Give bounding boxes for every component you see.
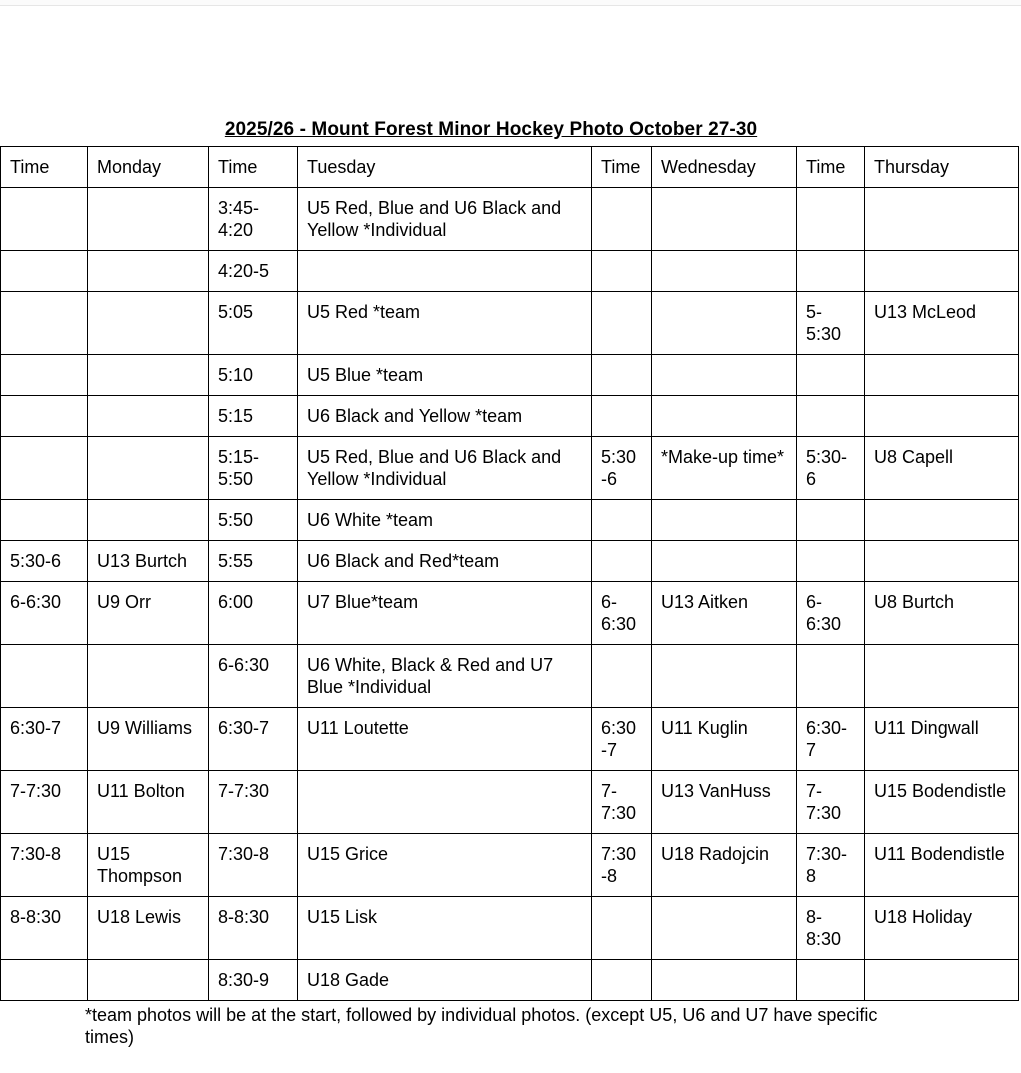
- cell-wednesday: [652, 251, 797, 292]
- cell-wednesday: [652, 897, 797, 960]
- table-row: [1, 897, 1019, 960]
- cell-tuesday-time: 3:45- 4:20: [209, 188, 298, 251]
- cell-tuesday-time: 4:20-5: [209, 251, 298, 292]
- table-row: [1, 645, 1019, 708]
- cell-thursday: U11 Dingwall: [865, 708, 1019, 771]
- cell-tuesday: U15 Grice: [298, 834, 592, 897]
- cell-thursday-time: [797, 541, 865, 582]
- header-time-thursday: Time: [797, 147, 865, 188]
- cell-tuesday: U5 Red, Blue and U6 Black and Yellow *Individual: [298, 437, 592, 500]
- table-row: [1, 188, 1019, 251]
- cell-monday-time: [1, 500, 88, 541]
- cell-thursday: U8 Capell: [865, 437, 1019, 500]
- cell-wednesday-time: [592, 188, 652, 251]
- cell-tuesday-time: 5:05: [209, 292, 298, 355]
- table-row: [1, 500, 1019, 541]
- cell-thursday-time: [797, 251, 865, 292]
- cell-wednesday: U18 Radojcin: [652, 834, 797, 897]
- cell-tuesday: U5 Blue *team: [298, 355, 592, 396]
- cell-monday: [88, 292, 209, 355]
- cell-monday-time: [1, 396, 88, 437]
- cell-thursday-time: 8- 8:30: [797, 897, 865, 960]
- cell-thursday: U8 Burtch: [865, 582, 1019, 645]
- cell-thursday-time: 5- 5:30: [797, 292, 865, 355]
- cell-wednesday: U11 Kuglin: [652, 708, 797, 771]
- cell-thursday-time: 7- 7:30: [797, 771, 865, 834]
- cell-wednesday-time: 6- 6:30: [592, 582, 652, 645]
- cell-tuesday: U6 White *team: [298, 500, 592, 541]
- cell-monday-time: [1, 188, 88, 251]
- cell-thursday: [865, 645, 1019, 708]
- cell-wednesday: U13 Aitken: [652, 582, 797, 645]
- document-title: 2025/26 - Mount Forest Minor Hockey Photo October 27-30: [224, 119, 758, 140]
- cell-thursday-time: 6:30- 7: [797, 708, 865, 771]
- cell-tuesday-time: 5:15- 5:50: [209, 437, 298, 500]
- header-time-wednesday: Time: [592, 147, 652, 188]
- cell-monday: [88, 437, 209, 500]
- cell-wednesday: [652, 960, 797, 1001]
- cell-thursday: U15 Bodendistle: [865, 771, 1019, 834]
- cell-wednesday-time: 6:30 -7: [592, 708, 652, 771]
- header-thursday: Thursday: [865, 147, 1019, 188]
- cell-tuesday-time: 5:55: [209, 541, 298, 582]
- cell-monday-time: [1, 645, 88, 708]
- cell-tuesday: U6 White, Black & Red and U7 Blue *Individual: [298, 645, 592, 708]
- cell-tuesday-time: 5:50: [209, 500, 298, 541]
- cell-tuesday-time: 6:00: [209, 582, 298, 645]
- cell-monday: U15 Thompson: [88, 834, 209, 897]
- cell-tuesday: U15 Lisk: [298, 897, 592, 960]
- table-row: [1, 355, 1019, 396]
- cell-monday: [88, 355, 209, 396]
- cell-monday-time: 7:30-8: [1, 834, 88, 897]
- schedule-table: [0, 146, 1019, 1001]
- table-row: [1, 708, 1019, 771]
- header-tuesday: Tuesday: [298, 147, 592, 188]
- table-row: [1, 541, 1019, 582]
- cell-tuesday-time: 8:30-9: [209, 960, 298, 1001]
- cell-thursday: [865, 500, 1019, 541]
- header-monday: Monday: [88, 147, 209, 188]
- header-row: [1, 147, 1019, 188]
- cell-tuesday-time: 8-8:30: [209, 897, 298, 960]
- cell-monday-time: 6-6:30: [1, 582, 88, 645]
- cell-thursday: U13 McLeod: [865, 292, 1019, 355]
- cell-tuesday: U5 Red *team: [298, 292, 592, 355]
- cell-thursday: [865, 355, 1019, 396]
- footnote: *team photos will be at the start, followed by individual photos. (except U5, U6 and U7 have specific times): [85, 1005, 878, 1047]
- cell-wednesday-time: 7:30 -8: [592, 834, 652, 897]
- cell-thursday-time: [797, 500, 865, 541]
- cell-tuesday-time: 5:10: [209, 355, 298, 396]
- header-time-tuesday: Time: [209, 147, 298, 188]
- cell-thursday: [865, 960, 1019, 1001]
- header-time-monday: Time: [1, 147, 88, 188]
- cell-thursday: [865, 396, 1019, 437]
- cell-monday: [88, 251, 209, 292]
- cell-tuesday-time: 7-7:30: [209, 771, 298, 834]
- cell-wednesday-time: [592, 960, 652, 1001]
- cell-wednesday: [652, 292, 797, 355]
- cell-wednesday-time: 7- 7:30: [592, 771, 652, 834]
- cell-monday: U13 Burtch: [88, 541, 209, 582]
- cell-wednesday: *Make-up time*: [652, 437, 797, 500]
- cell-tuesday-time: 6-6:30: [209, 645, 298, 708]
- cell-monday: U9 Orr: [88, 582, 209, 645]
- cell-monday: [88, 188, 209, 251]
- cell-wednesday: [652, 355, 797, 396]
- cell-monday: [88, 645, 209, 708]
- cell-monday-time: 8-8:30: [1, 897, 88, 960]
- cell-tuesday: U7 Blue*team: [298, 582, 592, 645]
- cell-wednesday-time: 5:30 -6: [592, 437, 652, 500]
- cell-thursday: U11 Bodendistle: [865, 834, 1019, 897]
- cell-monday: U9 Williams: [88, 708, 209, 771]
- cell-tuesday: [298, 771, 592, 834]
- cell-thursday-time: [797, 645, 865, 708]
- cell-wednesday-time: [592, 292, 652, 355]
- cell-thursday-time: [797, 960, 865, 1001]
- cell-tuesday: U6 Black and Red*team: [298, 541, 592, 582]
- cell-tuesday-time: 5:15: [209, 396, 298, 437]
- cell-monday-time: [1, 355, 88, 396]
- cell-wednesday: [652, 396, 797, 437]
- cell-thursday: U18 Holiday: [865, 897, 1019, 960]
- cell-wednesday: [652, 645, 797, 708]
- cell-tuesday: U11 Loutette: [298, 708, 592, 771]
- cell-thursday-time: [797, 355, 865, 396]
- cell-tuesday: U6 Black and Yellow *team: [298, 396, 592, 437]
- cell-monday-time: [1, 960, 88, 1001]
- cell-wednesday-time: [592, 396, 652, 437]
- cell-thursday: [865, 188, 1019, 251]
- cell-thursday-time: 5:30- 6: [797, 437, 865, 500]
- cell-monday-time: 5:30-6: [1, 541, 88, 582]
- table-row: [1, 834, 1019, 897]
- table-row: [1, 771, 1019, 834]
- cell-wednesday: U13 VanHuss: [652, 771, 797, 834]
- cell-thursday-time: 7:30- 8: [797, 834, 865, 897]
- cell-monday-time: [1, 437, 88, 500]
- cell-tuesday-time: 7:30-8: [209, 834, 298, 897]
- table-row: [1, 251, 1019, 292]
- cell-wednesday-time: [592, 355, 652, 396]
- cell-wednesday-time: [592, 897, 652, 960]
- cell-wednesday: [652, 541, 797, 582]
- cell-tuesday: U5 Red, Blue and U6 Black and Yellow *Individual: [298, 188, 592, 251]
- cell-monday: [88, 960, 209, 1001]
- cell-monday: [88, 500, 209, 541]
- table-row: [1, 582, 1019, 645]
- page-top-edge: [0, 0, 1021, 6]
- cell-monday: [88, 396, 209, 437]
- cell-wednesday: [652, 188, 797, 251]
- cell-tuesday-time: 6:30-7: [209, 708, 298, 771]
- cell-thursday: [865, 541, 1019, 582]
- cell-monday-time: [1, 251, 88, 292]
- cell-monday-time: 6:30-7: [1, 708, 88, 771]
- cell-thursday: [865, 251, 1019, 292]
- table-row: [1, 960, 1019, 1001]
- cell-monday-time: 7-7:30: [1, 771, 88, 834]
- cell-wednesday-time: [592, 251, 652, 292]
- cell-thursday-time: [797, 188, 865, 251]
- table-row: [1, 292, 1019, 355]
- cell-tuesday: U18 Gade: [298, 960, 592, 1001]
- table-row: [1, 396, 1019, 437]
- cell-wednesday-time: [592, 645, 652, 708]
- table-row: [1, 437, 1019, 500]
- cell-monday-time: [1, 292, 88, 355]
- cell-wednesday-time: [592, 500, 652, 541]
- cell-monday: U18 Lewis: [88, 897, 209, 960]
- cell-tuesday: [298, 251, 592, 292]
- cell-wednesday-time: [592, 541, 652, 582]
- cell-wednesday: [652, 500, 797, 541]
- cell-thursday-time: 6- 6:30: [797, 582, 865, 645]
- header-wednesday: Wednesday: [652, 147, 797, 188]
- cell-thursday-time: [797, 396, 865, 437]
- cell-monday: U11 Bolton: [88, 771, 209, 834]
- schedule-body: [1, 188, 1019, 1001]
